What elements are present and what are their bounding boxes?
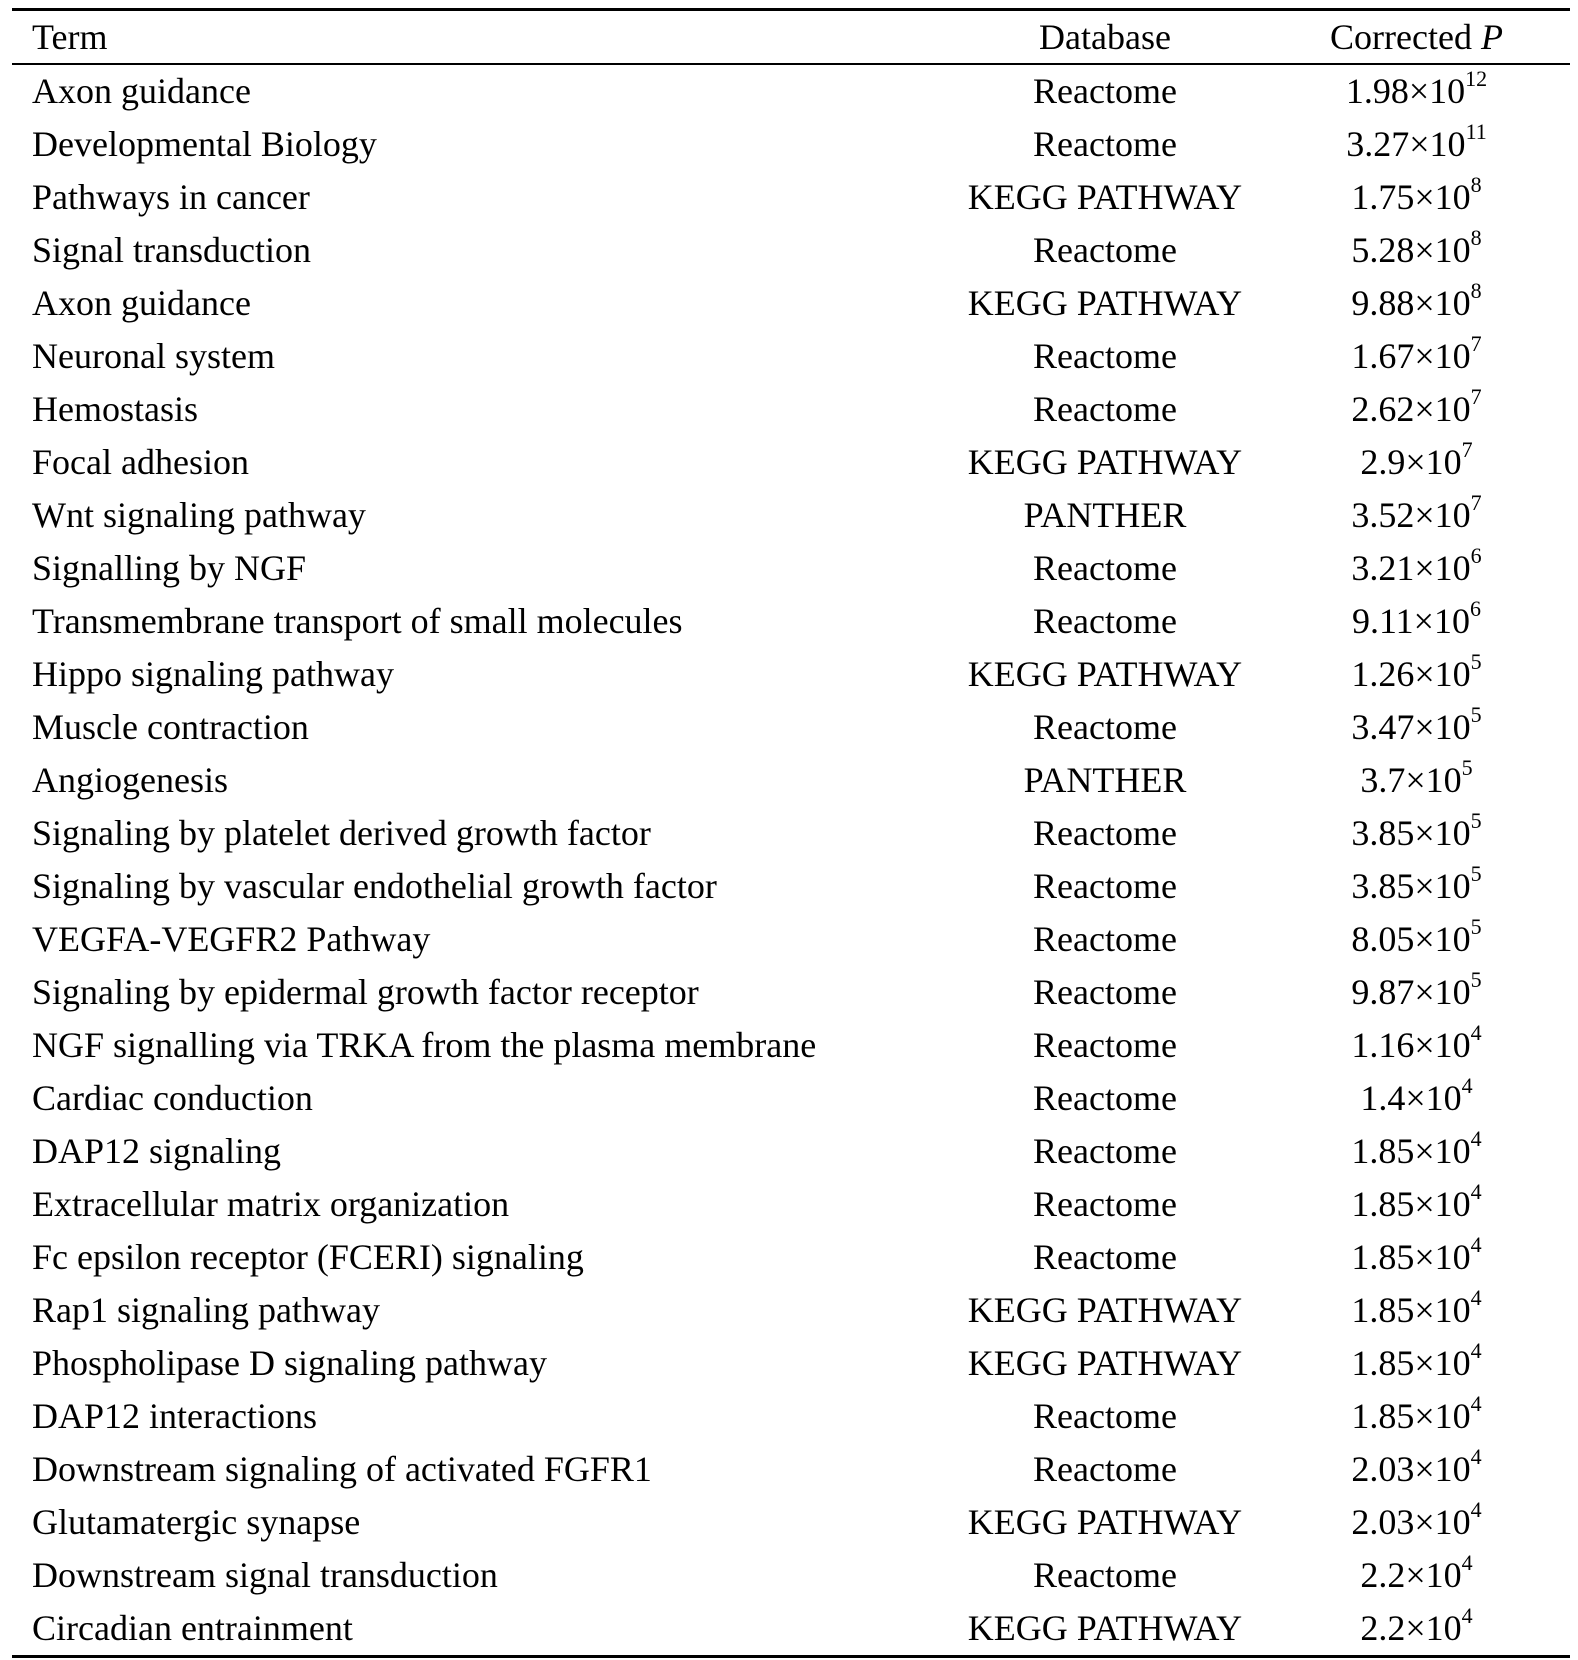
table-row: [12, 118, 1570, 171]
p-value-mantissa: 3.7×10: [1360, 760, 1462, 800]
p-value-exponent: 4: [1461, 1073, 1473, 1098]
cell-database: Reactome: [1033, 1449, 1177, 1489]
cell-database: Reactome: [1033, 1078, 1177, 1118]
p-value-exponent: 12: [1465, 66, 1488, 91]
cell-term: VEGFA-VEGFR2 Pathway: [32, 919, 431, 959]
table-row: [12, 383, 1570, 436]
cell-term: Downstream signaling of activated FGFR1: [32, 1449, 652, 1489]
cell-corrected-p: [1263, 436, 1570, 489]
header-database: Database: [1039, 17, 1171, 57]
cell-corrected-p: [1263, 1125, 1570, 1178]
table-row: [12, 1019, 1570, 1072]
cell-term: Cardiac conduction: [32, 1078, 313, 1118]
table-row: [12, 436, 1570, 489]
p-value-exponent: 8: [1470, 225, 1482, 250]
cell-database: Reactome: [1033, 124, 1177, 164]
p-value-exponent: 8: [1470, 172, 1482, 197]
table-row: [12, 1072, 1570, 1125]
table-row: [12, 754, 1570, 807]
cell-corrected-p: [1263, 118, 1570, 171]
p-value-exponent: 5: [1470, 967, 1482, 992]
cell-database: Reactome: [1033, 1184, 1177, 1224]
table-row: [12, 64, 1570, 118]
table-row: [12, 1284, 1570, 1337]
p-value-mantissa: 1.26×10: [1351, 654, 1471, 694]
cell-corrected-p: [1263, 1549, 1570, 1602]
cell-term: Downstream signal transduction: [32, 1555, 498, 1595]
pathway-enrichment-table: [12, 8, 1570, 1658]
cell-corrected-p: [1263, 913, 1570, 966]
cell-corrected-p: [1263, 1337, 1570, 1390]
cell-database: KEGG PATHWAY: [967, 283, 1243, 323]
cell-term: Phospholipase D signaling pathway: [32, 1343, 547, 1383]
cell-term: Circadian entrainment: [32, 1608, 353, 1648]
p-value-mantissa: 2.2×10: [1360, 1608, 1462, 1648]
cell-database: Reactome: [1033, 972, 1177, 1012]
cell-term: Pathways in cancer: [32, 177, 310, 217]
cell-term: Glutamatergic synapse: [32, 1502, 361, 1542]
p-value-exponent: 4: [1470, 1391, 1482, 1416]
p-value-mantissa: 1.85×10: [1351, 1237, 1471, 1277]
p-value-exponent: 4: [1470, 1232, 1482, 1257]
table-row: [12, 966, 1570, 1019]
p-value-exponent: 5: [1470, 649, 1482, 674]
cell-term: Hippo signaling pathway: [32, 654, 394, 694]
p-value-mantissa: 1.85×10: [1351, 1290, 1471, 1330]
cell-corrected-p: [1263, 807, 1570, 860]
cell-database: Reactome: [1033, 866, 1177, 906]
cell-corrected-p: [1263, 701, 1570, 754]
p-value-exponent: 7: [1470, 384, 1482, 409]
cell-database: Reactome: [1033, 336, 1177, 376]
cell-corrected-p: [1263, 383, 1570, 436]
cell-database: Reactome: [1033, 548, 1177, 588]
table-row: [12, 224, 1570, 277]
header-corrected-p: [1263, 10, 1570, 65]
cell-corrected-p: [1263, 754, 1570, 807]
cell-corrected-p: [1263, 1019, 1570, 1072]
p-value-exponent: 4: [1461, 1550, 1473, 1575]
cell-corrected-p: [1263, 1284, 1570, 1337]
p-value-mantissa: 3.85×10: [1351, 813, 1471, 853]
p-value-exponent: 11: [1465, 119, 1487, 144]
cell-term: Fc epsilon receptor (FCERI) signaling: [32, 1237, 584, 1277]
p-value-exponent: 5: [1470, 702, 1482, 727]
cell-term: Signal transduction: [32, 230, 311, 270]
cell-corrected-p: [1263, 1231, 1570, 1284]
cell-database: KEGG PATHWAY: [967, 654, 1243, 694]
pathway-enrichment-table-container: [12, 8, 1570, 1658]
cell-corrected-p: [1263, 1496, 1570, 1549]
p-value-mantissa: 3.27×10: [1346, 124, 1466, 164]
p-value-exponent: 4: [1470, 1285, 1482, 1310]
cell-term: Axon guidance: [32, 71, 251, 111]
table-row: [12, 807, 1570, 860]
cell-database: KEGG PATHWAY: [967, 177, 1243, 217]
cell-database: Reactome: [1033, 601, 1177, 641]
table-row: [12, 277, 1570, 330]
cell-term: Extracellular matrix organization: [32, 1184, 510, 1224]
p-value-mantissa: 2.2×10: [1360, 1555, 1462, 1595]
table-row: [12, 1390, 1570, 1443]
p-value-exponent: 4: [1470, 1444, 1482, 1469]
header-corrected-p-prefix: Corrected: [1330, 17, 1472, 57]
p-value-exponent: 5: [1461, 755, 1473, 780]
p-value-mantissa: 1.98×10: [1345, 71, 1466, 111]
table-row: [12, 1602, 1570, 1657]
cell-term: DAP12 interactions: [32, 1396, 317, 1436]
header-corrected-p-symbol: P: [1480, 17, 1503, 57]
p-value-mantissa: 1.16×10: [1351, 1025, 1471, 1065]
table-row: [12, 701, 1570, 754]
table-row: [12, 1231, 1570, 1284]
p-value-mantissa: 1.4×10: [1360, 1078, 1462, 1118]
cell-database: KEGG PATHWAY: [967, 442, 1243, 482]
p-value-mantissa: 9.11×10: [1352, 601, 1470, 641]
cell-corrected-p: [1263, 224, 1570, 277]
p-value-exponent: 5: [1470, 914, 1482, 939]
cell-corrected-p: [1263, 1443, 1570, 1496]
p-value-mantissa: 9.88×10: [1351, 283, 1471, 323]
cell-database: Reactome: [1033, 1555, 1177, 1595]
p-value-mantissa: 5.28×10: [1351, 230, 1471, 270]
p-value-exponent: 6: [1469, 596, 1481, 621]
table-row: [12, 330, 1570, 383]
table-row: [12, 1125, 1570, 1178]
cell-database: Reactome: [1033, 919, 1177, 959]
cell-database: Reactome: [1033, 1025, 1177, 1065]
cell-term: NGF signalling via TRKA from the plasma membrane: [32, 1025, 817, 1065]
p-value-mantissa: 9.87×10: [1351, 972, 1471, 1012]
cell-term: Neuronal system: [32, 336, 275, 376]
cell-database: Reactome: [1033, 1396, 1177, 1436]
p-value-mantissa: 2.9×10: [1360, 442, 1462, 482]
cell-database: Reactome: [1033, 813, 1177, 853]
cell-term: Angiogenesis: [32, 760, 228, 800]
p-value-exponent: 4: [1470, 1179, 1482, 1204]
header-term: Term: [32, 17, 108, 57]
cell-database: KEGG PATHWAY: [967, 1502, 1243, 1542]
cell-database: Reactome: [1033, 389, 1177, 429]
cell-corrected-p: [1263, 1178, 1570, 1231]
table-row: [12, 1496, 1570, 1549]
cell-database: KEGG PATHWAY: [967, 1608, 1243, 1648]
p-value-mantissa: 2.03×10: [1351, 1502, 1471, 1542]
table-row: [12, 595, 1570, 648]
p-value-mantissa: 3.85×10: [1351, 866, 1471, 906]
cell-corrected-p: [1263, 648, 1570, 701]
cell-corrected-p: [1263, 542, 1570, 595]
table-row: [12, 1178, 1570, 1231]
cell-term: Muscle contraction: [32, 707, 309, 747]
cell-database: KEGG PATHWAY: [967, 1343, 1243, 1383]
p-value-mantissa: 3.21×10: [1351, 548, 1471, 588]
table-body: [12, 64, 1570, 1657]
cell-term: Signaling by epidermal growth factor receptor: [32, 972, 699, 1012]
cell-database: Reactome: [1033, 71, 1177, 111]
table-row: [12, 1549, 1570, 1602]
cell-corrected-p: [1263, 595, 1570, 648]
cell-term: DAP12 signaling: [32, 1131, 282, 1171]
cell-term: Rap1 signaling pathway: [32, 1290, 380, 1330]
cell-term: Wnt signaling pathway: [32, 495, 366, 535]
table-row: [12, 1443, 1570, 1496]
cell-term: Developmental Biology: [32, 124, 377, 164]
cell-term: Hemostasis: [32, 389, 198, 429]
cell-corrected-p: [1263, 860, 1570, 913]
cell-database: Reactome: [1033, 230, 1177, 270]
cell-database: PANTHER: [1023, 495, 1187, 535]
cell-corrected-p: [1263, 966, 1570, 1019]
table-row: [12, 648, 1570, 701]
p-value-mantissa: 1.75×10: [1351, 177, 1471, 217]
cell-database: Reactome: [1033, 707, 1177, 747]
cell-corrected-p: [1263, 64, 1570, 118]
p-value-exponent: 7: [1470, 490, 1482, 515]
p-value-exponent: 7: [1461, 437, 1473, 462]
table-row: [12, 860, 1570, 913]
p-value-mantissa: 1.85×10: [1351, 1396, 1471, 1436]
p-value-exponent: 4: [1461, 1603, 1473, 1628]
cell-term: Signaling by vascular endothelial growth factor: [32, 866, 717, 906]
p-value-exponent: 4: [1470, 1497, 1482, 1522]
p-value-mantissa: 1.67×10: [1351, 336, 1471, 376]
table-header-row: [12, 10, 1570, 65]
p-value-exponent: 7: [1470, 331, 1482, 356]
cell-database: PANTHER: [1023, 760, 1187, 800]
table-row: [12, 171, 1570, 224]
p-value-exponent: 5: [1470, 808, 1482, 833]
p-value-exponent: 6: [1470, 543, 1482, 568]
table-row: [12, 1337, 1570, 1390]
cell-database: KEGG PATHWAY: [967, 1290, 1243, 1330]
table-row: [12, 489, 1570, 542]
cell-corrected-p: [1263, 1602, 1570, 1657]
cell-term: Signalling by NGF: [32, 548, 307, 588]
p-value-exponent: 4: [1470, 1020, 1482, 1045]
p-value-mantissa: 3.52×10: [1351, 495, 1471, 535]
p-value-mantissa: 1.85×10: [1351, 1184, 1471, 1224]
cell-term: Transmembrane transport of small molecules: [32, 601, 683, 641]
table-row: [12, 542, 1570, 595]
p-value-mantissa: 2.03×10: [1351, 1449, 1471, 1489]
p-value-exponent: 4: [1470, 1338, 1482, 1363]
cell-term: Signaling by platelet derived growth factor: [32, 813, 651, 853]
cell-term: Focal adhesion: [32, 442, 249, 482]
cell-corrected-p: [1263, 277, 1570, 330]
cell-corrected-p: [1263, 489, 1570, 542]
p-value-exponent: 4: [1470, 1126, 1482, 1151]
p-value-mantissa: 8.05×10: [1351, 919, 1471, 959]
cell-corrected-p: [1263, 171, 1570, 224]
cell-corrected-p: [1263, 1072, 1570, 1125]
p-value-mantissa: 1.85×10: [1351, 1343, 1471, 1383]
table-row: [12, 913, 1570, 966]
p-value-mantissa: 1.85×10: [1351, 1131, 1471, 1171]
p-value-exponent: 8: [1470, 278, 1482, 303]
p-value-exponent: 5: [1470, 861, 1482, 886]
cell-database: Reactome: [1033, 1237, 1177, 1277]
cell-term: Axon guidance: [32, 283, 251, 323]
cell-database: Reactome: [1033, 1131, 1177, 1171]
cell-corrected-p: [1263, 330, 1570, 383]
p-value-mantissa: 2.62×10: [1351, 389, 1471, 429]
cell-corrected-p: [1263, 1390, 1570, 1443]
p-value-mantissa: 3.47×10: [1351, 707, 1471, 747]
